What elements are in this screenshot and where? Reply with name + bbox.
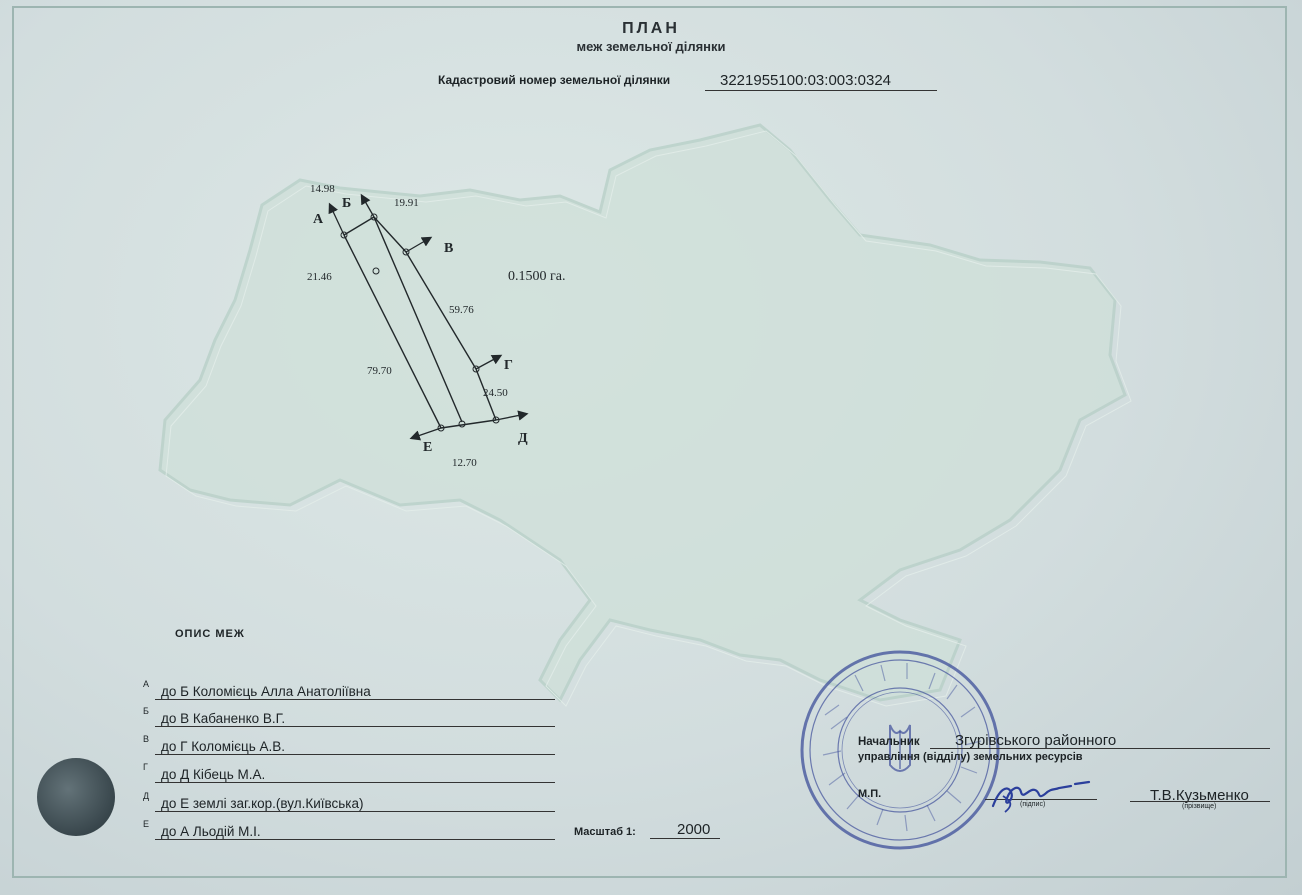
point-label-v: В [444, 241, 454, 256]
boundary-row [143, 762, 555, 784]
boundary-text: до Г Коломієць А.В. [161, 739, 286, 754]
length-label: 59.76 [449, 304, 474, 316]
department-label: управління (відділу) земельних ресурсів [858, 751, 1083, 763]
boundary-letter: Е [143, 819, 150, 829]
boundary-text: до Д Кібець М.А. [161, 767, 266, 782]
arrow-e [412, 428, 441, 438]
boundary-row [143, 819, 555, 841]
length-label: 19.91 [394, 197, 419, 209]
point-label-e: Е [423, 440, 433, 455]
cadastral-number: 3221955100:03:003:0324 [720, 72, 892, 89]
document-subtitle: меж земельної ділянки [576, 39, 726, 54]
boundary-row [143, 679, 555, 701]
head-value: Згурівського районного [955, 732, 1117, 749]
boundary-text: до А Льодій М.І. [161, 824, 261, 839]
arrow-g [476, 356, 500, 369]
cadastral-number-label: Кадастровий номер земельної ділянки [438, 73, 671, 87]
length-label: 14.98 [310, 183, 335, 195]
boundary-row [143, 706, 555, 728]
boundary-b-v [374, 217, 406, 252]
document-title: ПЛАН [622, 20, 680, 37]
length-label: 21.46 [307, 271, 332, 283]
official-seal [795, 645, 1005, 855]
arrow-b [362, 196, 374, 217]
scale-value: 2000 [677, 821, 711, 838]
boundary-text: до Е землі заг.кор.(вул.Київська) [161, 796, 364, 811]
boundary-letter: В [143, 734, 150, 744]
seal-place-label: М.П. [858, 788, 882, 800]
boundary-row [143, 791, 555, 813]
point-label-b: Б [342, 196, 352, 211]
handwritten-signature [985, 770, 1095, 815]
point-label-g: Г [504, 358, 513, 373]
arrow-v [406, 238, 430, 252]
length-label: 24.50 [483, 387, 508, 399]
point-label-a: А [313, 212, 324, 227]
scale-underline [650, 838, 720, 839]
head-label: Начальник [858, 736, 920, 748]
scale-label: Масштаб 1: [574, 826, 636, 838]
signatory-name: Т.В.Кузьменко [1150, 787, 1249, 804]
vertex-mid [373, 268, 379, 274]
signature-caption: (підпис) [1020, 801, 1046, 808]
boundary-e-a [344, 235, 441, 428]
boundary-d-e [441, 420, 496, 428]
head-underline [930, 748, 1270, 749]
length-label: 79.70 [367, 365, 392, 377]
name-underline [1130, 801, 1270, 802]
boundary-letter: Б [143, 706, 149, 716]
boundary-letter: А [143, 679, 150, 689]
arrow-d [496, 414, 526, 420]
boundary-letter: Д [143, 791, 150, 801]
boundaries-heading: ОПИС МЕЖ [175, 628, 245, 640]
boundary-text: до В Кабаненко В.Г. [161, 711, 286, 726]
point-label-d: Д [518, 431, 528, 446]
name-caption: (прізвище) [1182, 803, 1217, 810]
boundary-letter: Г [143, 762, 148, 772]
plot-area: 0.1500 га. [508, 269, 566, 284]
boundary-text: до Б Коломієць Алла Анатоліївна [161, 684, 371, 699]
boundary-a-b [344, 217, 374, 235]
boundary-row [143, 734, 555, 756]
length-label: 12.70 [452, 457, 477, 469]
dark-spot [37, 758, 115, 836]
